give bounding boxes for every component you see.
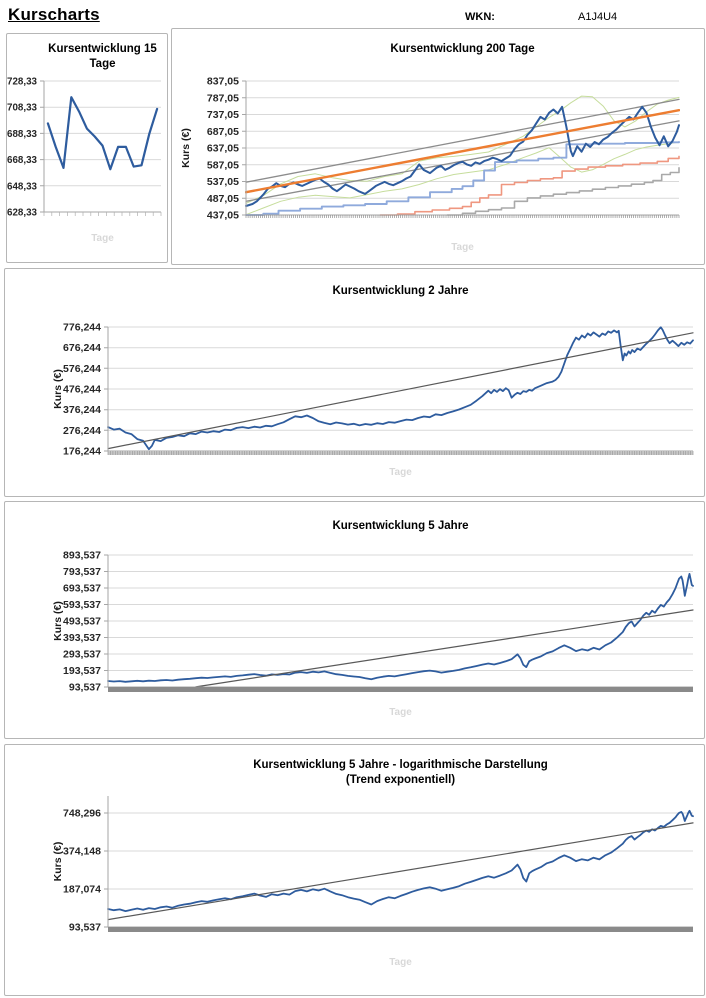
y-tick-label: 687,05 xyxy=(206,125,239,138)
chart-title xyxy=(44,42,161,72)
series-trend xyxy=(246,110,679,192)
y-axis-ticks xyxy=(104,555,108,687)
y-tick-label: 576,244 xyxy=(63,362,101,375)
chart-title-line: Kursentwicklung 5 Jahre - logarithmische Darstellung xyxy=(253,759,548,771)
wkn-value: A1J4U4 xyxy=(578,11,618,23)
series-stufe-blau xyxy=(246,142,679,215)
y-tick-label: 593,537 xyxy=(63,599,101,611)
chart-panel-5-jahre xyxy=(4,501,705,739)
y-tick-label: 187,074 xyxy=(63,883,101,896)
y-axis-title: Kurs (€) xyxy=(52,369,64,409)
y-tick-label: 93,537 xyxy=(68,921,101,934)
x-axis-band xyxy=(108,927,693,932)
y-axis-title: Kurs (€) xyxy=(52,601,64,641)
y-tick-label: 676,244 xyxy=(63,342,101,355)
y-tick-label: 493,537 xyxy=(63,615,101,628)
x-axis-label: Tage xyxy=(451,242,474,253)
y-tick-label: 637,05 xyxy=(206,142,239,155)
y-tick-label: 537,05 xyxy=(206,176,239,188)
series-trend-exponentiell xyxy=(108,823,693,920)
x-axis-ticks xyxy=(44,212,161,216)
wkn-label: WKN: xyxy=(465,11,495,23)
y-tick-label: 437,05 xyxy=(206,209,239,222)
page-title: Kurscharts xyxy=(8,5,100,24)
chart-panel-200-tage xyxy=(171,28,705,265)
chart-panel-2-jahre xyxy=(4,268,705,497)
series-trend xyxy=(196,610,693,687)
chart-title-line: Kursentwicklung 5 Jahre xyxy=(332,520,469,532)
series-stufe-grau xyxy=(447,168,679,215)
chart-canvas xyxy=(172,29,704,264)
y-tick-label: 587,05 xyxy=(206,159,239,172)
series-kurs xyxy=(108,574,693,682)
chart-title-line: (Trend exponentiell) xyxy=(345,773,456,786)
y-tick-label: 376,244 xyxy=(63,404,101,417)
chart-title-line: Kursentwicklung 2 Jahre xyxy=(332,285,469,297)
y-tick-label: 393,537 xyxy=(63,632,101,644)
y-axis-ticks xyxy=(104,327,108,451)
y-axis-ticks xyxy=(104,813,108,927)
series-kurs xyxy=(108,811,693,911)
chart-canvas xyxy=(5,269,704,496)
y-tick-label: 276,244 xyxy=(63,424,101,437)
y-tick-label: 693,537 xyxy=(63,582,101,595)
y-tick-label: 837,05 xyxy=(206,75,239,88)
y-tick-label: 688,33 xyxy=(7,128,37,140)
x-axis-label: Tage xyxy=(389,467,412,478)
y-tick-label: 893,537 xyxy=(63,549,101,562)
y-tick-label: 628,33 xyxy=(7,207,37,219)
y-tick-label: 374,148 xyxy=(63,845,101,858)
y-tick-label: 93,537 xyxy=(68,681,101,694)
y-axis-ticks xyxy=(242,81,246,215)
x-axis-ticks xyxy=(108,451,693,455)
y-tick-label: 487,05 xyxy=(206,192,239,205)
chart-canvas xyxy=(5,502,704,738)
y-axis-title: Kurs (€) xyxy=(180,128,192,168)
chart-title-line: Tage xyxy=(89,57,116,70)
y-tick-label: 708,33 xyxy=(7,102,37,114)
x-axis-label: Tage xyxy=(389,707,412,718)
y-tick-label: 668,33 xyxy=(7,155,37,167)
chart-title-line: Kursentwicklung 200 Tage xyxy=(390,43,535,55)
y-tick-label: 193,537 xyxy=(63,665,101,677)
x-axis-label: Tage xyxy=(91,233,114,244)
y-axis-ticks xyxy=(40,81,44,212)
series-trend xyxy=(108,333,693,449)
y-tick-label: 476,244 xyxy=(63,383,101,396)
y-tick-label: 648,33 xyxy=(7,181,37,193)
y-tick-label: 793,537 xyxy=(63,566,101,578)
y-tick-label: 748,296 xyxy=(63,807,101,820)
chart-title xyxy=(108,284,693,299)
chart-panel-15-tage xyxy=(6,33,168,263)
chart-title xyxy=(108,519,693,534)
chart-title-line: Kursentwicklung 15 xyxy=(48,43,157,55)
x-axis-band xyxy=(108,687,693,692)
y-tick-label: 293,537 xyxy=(63,648,101,661)
y-tick-label: 787,05 xyxy=(206,92,239,105)
series-kanal-oben xyxy=(246,99,679,182)
chart-panel-5-jahre-log xyxy=(4,744,705,996)
chart-title xyxy=(246,42,679,57)
y-tick-label: 176,244 xyxy=(63,445,101,458)
x-axis-label: Tage xyxy=(389,957,412,968)
y-tick-label: 776,244 xyxy=(63,321,101,334)
y-tick-label: 737,05 xyxy=(206,109,239,121)
y-axis-title: Kurs (€) xyxy=(52,841,64,882)
chart-title xyxy=(108,758,693,788)
y-tick-label: 728,33 xyxy=(7,76,37,88)
series-band-unten xyxy=(246,142,679,215)
